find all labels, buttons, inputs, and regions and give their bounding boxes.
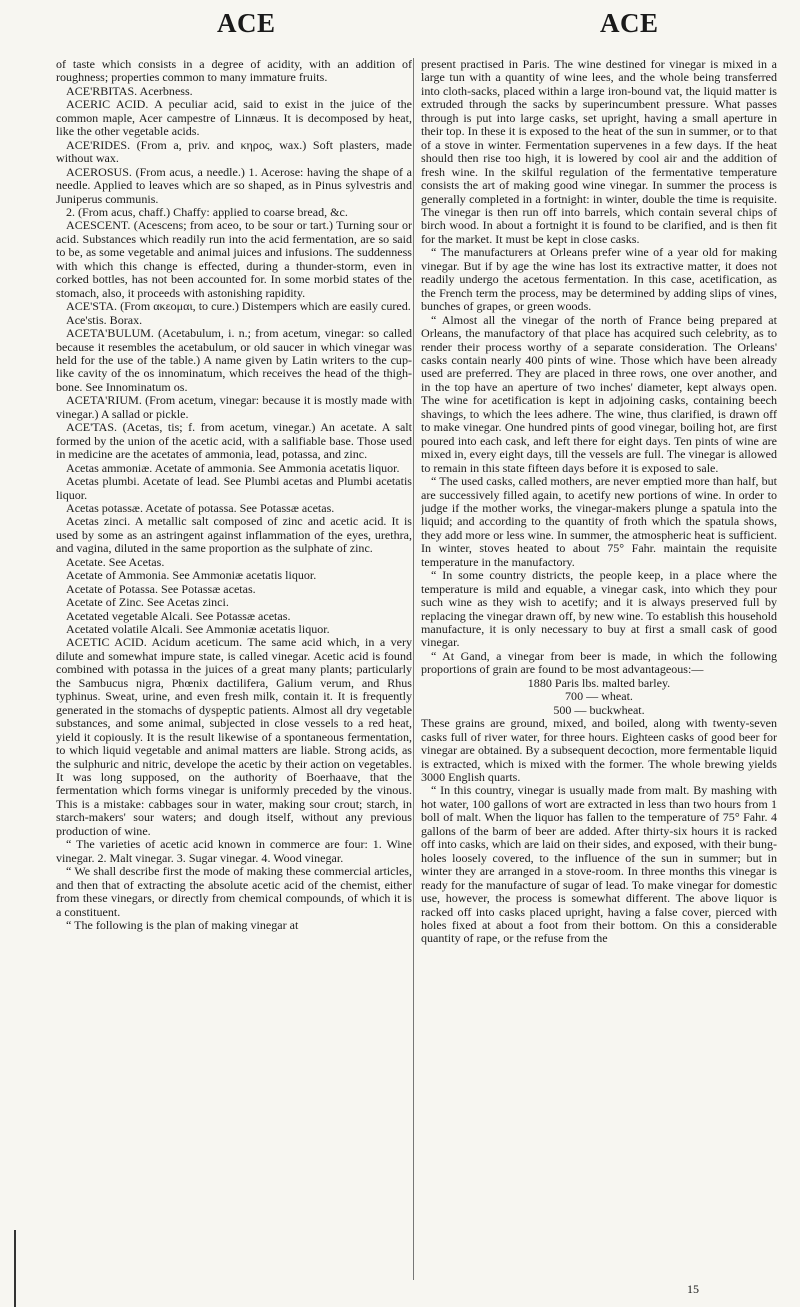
paragraph: “ Almost all the vinegar of the north of France being prepared at Orleans, the manufactory of that place has acquired such celebrity, as to render their process worthy of a separate consideration. The Orleans' casks contain nearly 400 pints of wine. Those which have been already used are preferred. They are placed in three rows, one over another, and in the top have an aperture of two inches' diameter, kept always open. The wine for acetification is kept in adjoining casks, containing beech shavings, to which the lees adhere. The wine, thus clarified, is drawn off to make vinegar. One hundred pints of good vinegar, boiling hot, are first poured into each cask, and left there for eight days. Ten pints of wine are mixed in, every eight days, till the vessels are full. The vinegar is allowed to remain in this state fifteen days before it is exposed to sale. (421, 312, 777, 475)
right-column (421, 58, 777, 1277)
paragraph: “ The following is the plan of making vinegar at (66, 918, 299, 932)
paragraph: “ The used casks, called mothers, are never emptied more than half, but are successively filled again, to acetify new portions of wine. In order to judge if the mother works, the vinegar-makers plunge a spatula into the liquid; and according to the quantity of froth which the spatula shows, they add more or less wine. In summer, the atmospheric heat is sufficient. In winter, stoves heated to about 75° Fahr. maintain the requisite temperature in the manufactory. (421, 474, 777, 569)
paragraph: “ At Gand, a vinegar from beer is made, in which the following proportions of grain are found to be most advantageous:— (421, 648, 777, 677)
paragraph: Acetas potassæ. Acetate of potassa. See Potassæ acetas. (66, 500, 335, 515)
paragraph: Acetas zinci. A metallic salt composed of zinc and acetic acid. It is used by some as an astringent against inflammation of the eyes, urethra, and vagina, diluted in the same proportion as the sulphate of zinc. (56, 514, 412, 556)
paragraph: ACESCENT. (Acescens; from aceo, to be sour or tart.) Turning sour or acid. Substances which readily run into the acid fermentation, are so said to be, as some vegetable and animal juices and infusions. The suddenness with which this change is effected, during a thunder-storm, even in corked bottles, has not been accounted for. In some morbid states of the stomach, also, it proceeds with astonishing rapidity. (56, 218, 412, 300)
paragraph: Acetate. See Acetas. (66, 554, 165, 569)
paragraph: present practised in Paris. The wine destined for vinegar is mixed in a large tun with a quantity of wine lees, and the whole being transferred into cloth-sacks, placed within a large iron-bound vat, the liquid matter is extruded through the sacks by superincumbent pressure. What passes through is put into large casks, set upright, having a small aperture in their top. In these it is exposed to the heat of the sun in summer, or to that of a stove in winter. Fermentation supervenes in a few days. If the heat should then rise too high, it is lowered by cool air and the addition of fresh wine. In the skilful regulation of the fermentative temperature consists the art of making good wine vinegar. In summer the process is generally completed in a fortnight: in winter, double the time is requisite. The vinegar is then run off into barrels, which contain several chips of birch wood. In about a fortnight it is found to be clarified, and is then fit for the market. It must be kept in close casks. (421, 58, 777, 246)
paragraph: “ The manufacturers at Orleans prefer wine of a year old for making vinegar. But if by age the wine has lost its extractive matter, it does not readily undergo the acetous fermentation. In this case, acetification, as the French term the process, may be determined by adding slips of vines, bunches of grapes, or green woods. (421, 245, 777, 314)
paragraph: ACERIC ACID. A peculiar acid, said to exist in the juice of the common maple, Acer campestre of Linnæus. It is decomposed by heat, like the other vegetable acids. (56, 97, 412, 139)
paragraph: “ In some country districts, the people keep, in a place where the temperature is mild and equable, a vinegar cask, into which they pour such wine as they wish to acetify; and it is always preserved full by replacing the vinegar drawn off, by new wine. To establish this household manufacture, it is only necessary to buy at first a small cask of good vinegar. (421, 568, 777, 650)
left-column (56, 58, 412, 1277)
paragraph: “ The varieties of acetic acid known in commerce are four: 1. Wine vinegar. 2. Malt vinegar. 3. Sugar vinegar. 4. Wood vinegar. (56, 837, 412, 865)
paragraph: 2. (From acus, chaff.) Chaffy: applied to coarse bread, &c. (66, 204, 348, 219)
paragraph: ACE'RIDES. (From a, priv. and κηρος, wax.) Soft plasters, made without wax. (56, 137, 412, 166)
paragraph: Acetate of Zinc. See Acetas zinci. (66, 595, 229, 610)
paragraph: Ace'stis. Borax. (66, 312, 143, 327)
paragraph: Acetate of Potassa. See Potassæ acetas. (66, 581, 256, 596)
paragraph: ACE'STA. (From ακεομαι, to cure.) Distempers which are easily cured. (66, 299, 411, 314)
grain-table-row: 700 — wheat. (565, 689, 633, 704)
paragraph: of taste which consists in a degree of acidity, with an addition of roughness; properties common to many immature fruits. (56, 58, 412, 85)
paragraph: ACEROSUS. (From acus, a needle.) 1. Acerose: having the shape of a needle. Applied to leaves which are so shaped, as in Pinus sylvestris and Juniperus communis. (56, 164, 412, 206)
column-divider (413, 58, 414, 1280)
paragraph: ACETA'RIUM. (From acetum, vinegar: because it is mostly made with vinegar.) A sallad or pickle. (56, 393, 412, 421)
paragraph: Acetas ammoniæ. Acetate of ammonia. See Ammonia acetatis liquor. (66, 460, 400, 475)
running-header-left: ACE (217, 8, 276, 38)
paragraph: “ In this country, vinegar is usually made from malt. By mashing with hot water, 100 gallons of wort are extracted in less than two hours from 1 boll of malt. When the liquor has fallen to the temperature of 75° Fahr. 4 gallons of the barm of beer are added. After thirty-six hours it is racked off into casks, which are laid on their sides, and exposed, with their bung-holes loosely covered, to the influence of the sun in summer; but in winter they are arranged in a stove-room. In three months this vinegar is ready for the manufacture of sugar of lead. To make vinegar for domestic use, however, the process is somewhat different. The above liquor is racked off into casks placed upright, having a false cover, pierced with holes fixed at about a foot from their bottom. On this a considerable quantity of rape, or the refuse from the (421, 783, 777, 946)
page-edge-mark (0, 1230, 16, 1307)
running-header-right: ACE (600, 8, 659, 38)
paragraph: Acetas plumbi. Acetate of lead. See Plumbi acetas and Plumbi acetatis liquor. (56, 474, 412, 502)
paragraph: Acetated vegetable Alcali. See Potassæ acetas. (66, 608, 291, 623)
grain-table-row: 1880 Paris lbs. malted barley. (527, 675, 671, 690)
grain-table-row: 500 — buckwheat. (553, 702, 645, 717)
paragraph: ACE'TAS. (Acetas, tis; f. from acetum, vinegar.) An acetate. A salt formed by the union of the acetic acid, with a salifiable base. Those used in medicine are the acetates of ammonia, lead, potassa, and zinc. (56, 420, 412, 462)
paragraph: “ We shall describe first the mode of making these commercial articles, and then that of extracting the absolute acetic acid of the chemist, either from these vinegars, or directly from chemical compounds, of which it is a constituent. (56, 864, 412, 919)
paragraph: ACETA'BULUM. (Acetabulum, i. n.; from acetum, vinegar: so called because it resembles the acetabulum, or old saucer in which vinegar was held for the use of the table.) A name given by Latin writers to the cup-like cavity of the os innominatum, which receives the head of the thigh-bone. See Innominatum os. (56, 326, 412, 394)
paragraph: These grains are ground, mixed, and boiled, along with twenty-seven casks full of river water, for three hours. Eighteen casks of good beer for vinegar are obtained. By a subsequent decoction, more fermentable liquid is extracted, which is mixed with the former. The whole brewing yields 3000 English quarts. (421, 716, 777, 785)
paragraph: ACE'RBITAS. Acerbness. (66, 83, 193, 98)
running-header (40, 8, 770, 42)
paragraph: ACETIC ACID. Acidum aceticum. The same acid which, in a very dilute and somewhat impure state, is called vinegar. Acetic acid is found combined with potassa in the juices of a great many plants; particularly the Sambucus nigra, Phœnix dactilifera, Galium verum, and Rhus typhinus. Sweat, urine, and even fresh milk, contain it. It is frequently generated in the stomachs of dyspeptic patients. Almost all dry vegetable substances, and some animal, subjected in close vessels to a red heat, yield it copiously. It is the result likewise of a spontaneous fermentation, to which liquid vegetable and animal matters are liable. Strong acids, as the sulphuric and nitric, develope the acetic by their action on vegetables. It was long supposed, on the authority of Boerhaave, that the fermentation which forms vinegar is uniformly preceded by the vinous. This is a mistake: cabbages sour in water, making sour crout; starch, in starch-makers' sour waters; and dough itself, without any previous production of wine. (56, 635, 412, 838)
page-number: 15 (687, 1282, 699, 1296)
paragraph: Acetated volatile Alcali. See Ammoniæ acetatis liquor. (66, 622, 330, 637)
paragraph: Acetate of Ammonia. See Ammoniæ acetatis liquor. (66, 568, 317, 583)
